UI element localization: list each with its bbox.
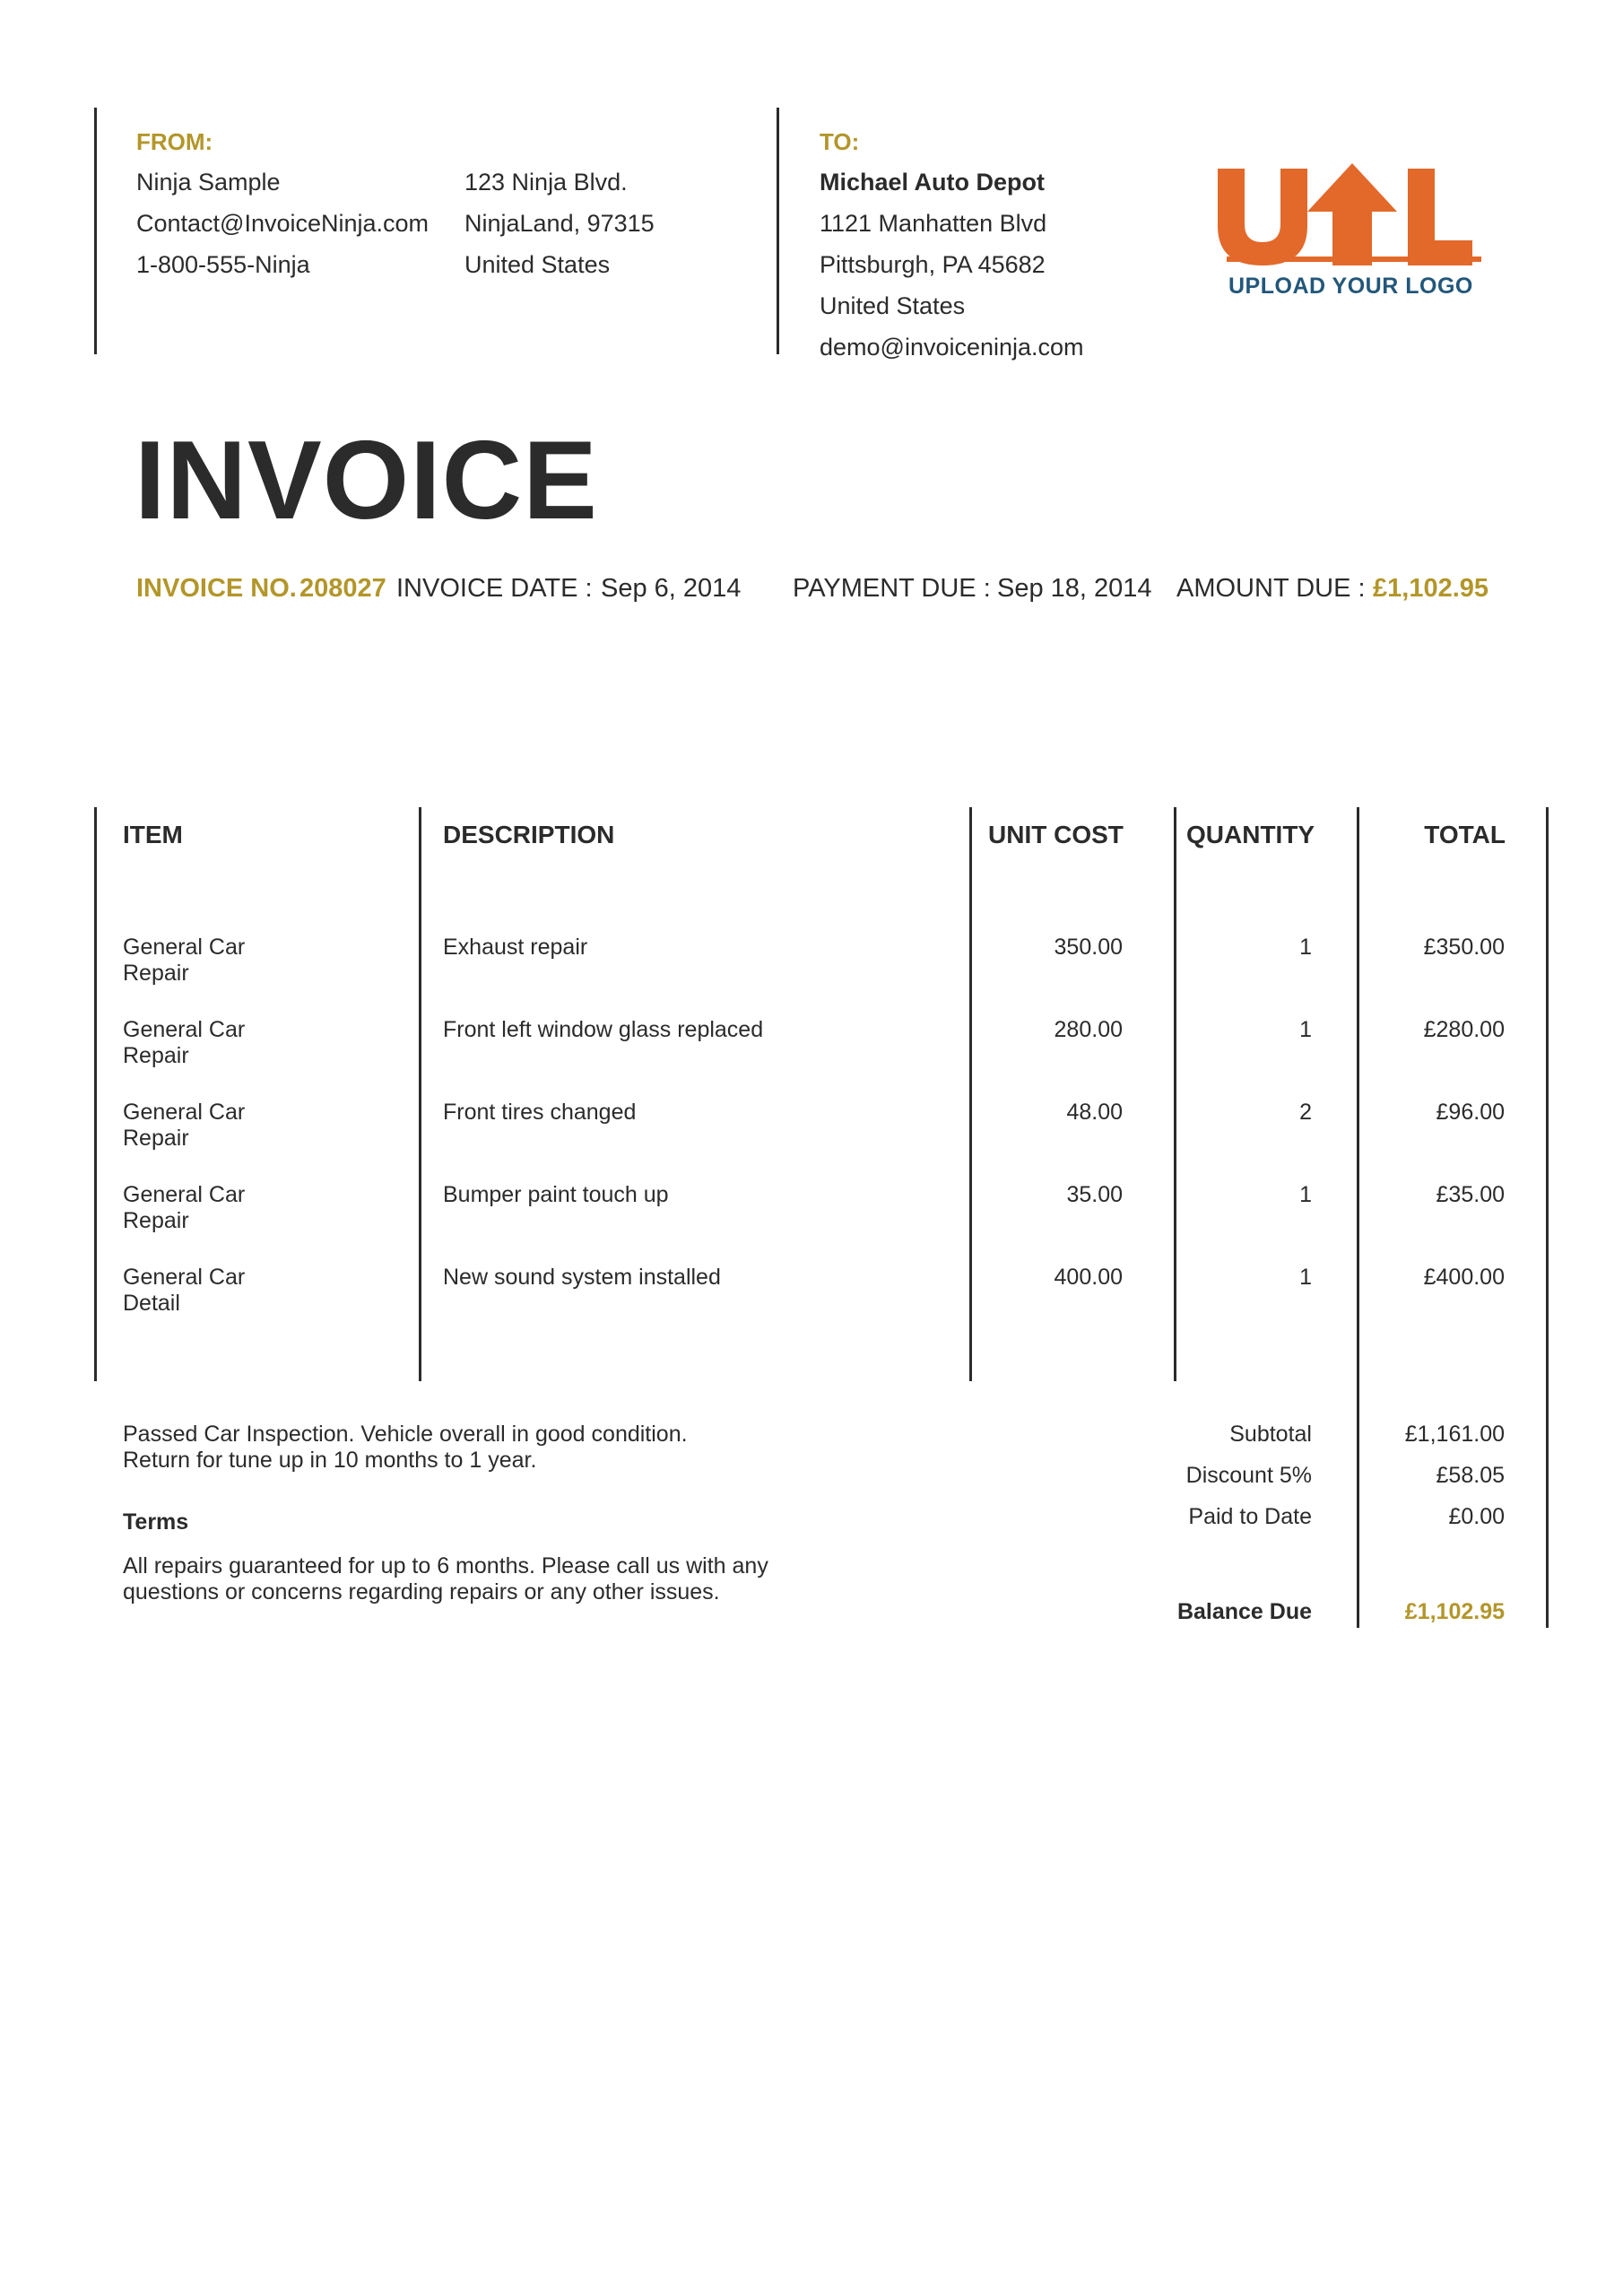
subtotal-value: £1,161.00 <box>1404 1422 1505 1447</box>
row-quantity: 1 <box>1299 935 1312 960</box>
row-description: Front tires changed <box>443 1100 637 1125</box>
row-item: General Car Repair <box>123 1100 246 1151</box>
row-unit-cost: 35.00 <box>1066 1182 1123 1207</box>
row-item: General Car Repair <box>123 1017 246 1068</box>
row-quantity: 1 <box>1299 1017 1312 1042</box>
invoice-notes: Passed Car Inspection. Vehicle overall in good condition. Return for tune up in 10 months to 1 year. <box>123 1422 688 1473</box>
table-divider <box>1174 807 1176 1381</box>
col-header-description: DESCRIPTION <box>443 821 615 848</box>
row-description: Exhaust repair <box>443 935 588 960</box>
col-header-item: ITEM <box>123 821 183 848</box>
amount-due: £1,102.95 <box>1373 574 1489 603</box>
page-title: INVOICE <box>135 419 598 543</box>
invoice-date-label: INVOICE DATE : <box>396 574 593 603</box>
row-item: General Car Detail <box>123 1265 246 1316</box>
row-quantity: 2 <box>1299 1100 1312 1125</box>
row-quantity: 1 <box>1299 1265 1312 1290</box>
to-label: TO: <box>820 128 860 155</box>
from-address1: 123 Ninja Blvd. <box>464 169 628 196</box>
from-email: Contact@InvoiceNinja.com <box>136 210 430 237</box>
row-item: General Car Repair <box>123 935 246 986</box>
row-total: £280.00 <box>1423 1017 1505 1042</box>
row-unit-cost: 350.00 <box>1054 935 1123 960</box>
paid-to-date-label: Paid to Date <box>1188 1504 1312 1529</box>
from-country: United States <box>464 251 611 278</box>
row-unit-cost: 400.00 <box>1054 1265 1123 1290</box>
from-divider <box>94 108 97 354</box>
table-divider <box>1546 807 1549 1628</box>
invoice-date: Sep 6, 2014 <box>601 574 742 603</box>
row-total: £400.00 <box>1423 1265 1505 1290</box>
row-description: Bumper paint touch up <box>443 1182 669 1207</box>
table-divider <box>1357 807 1359 1628</box>
invoice-no: 208027 <box>299 574 386 603</box>
col-header-unit-cost: UNIT COST <box>988 821 1124 848</box>
company-logo[interactable] <box>1193 152 1488 323</box>
to-address1: 1121 Manhatten Blvd <box>820 210 1047 237</box>
row-unit-cost: 48.00 <box>1066 1100 1123 1125</box>
terms-heading: Terms <box>123 1509 189 1535</box>
from-block-left <box>136 161 429 285</box>
table-divider <box>94 807 97 1381</box>
to-address2: Pittsburgh, PA 45682 <box>820 251 1046 278</box>
from-block-right <box>464 161 655 285</box>
balance-due-value: £1,102.95 <box>1404 1599 1505 1624</box>
from-address2: NinjaLand, 97315 <box>464 210 655 237</box>
discount-label: Discount 5% <box>1185 1463 1312 1488</box>
row-quantity: 1 <box>1299 1182 1312 1207</box>
row-unit-cost: 280.00 <box>1054 1017 1123 1042</box>
col-header-total: TOTAL <box>1424 821 1506 848</box>
to-email: demo@invoiceninja.com <box>820 334 1084 361</box>
from-phone: 1-800-555-Ninja <box>136 251 310 278</box>
table-divider <box>969 807 972 1381</box>
logo-underline <box>1227 257 1481 262</box>
row-total: £35.00 <box>1436 1182 1505 1207</box>
to-block <box>820 161 1084 368</box>
row-item: General Car Repair <box>123 1182 246 1233</box>
from-name: Ninja Sample <box>136 169 281 196</box>
row-description: Front left window glass replaced <box>443 1017 764 1042</box>
col-header-quantity: QUANTITY <box>1186 821 1315 848</box>
payment-due-label: PAYMENT DUE : <box>793 574 991 603</box>
row-total: £96.00 <box>1436 1100 1505 1125</box>
logo-caption: UPLOAD YOUR LOGO <box>1228 274 1473 299</box>
upload-logo-icon <box>1211 160 1480 267</box>
balance-due-label: Balance Due <box>1176 1599 1312 1624</box>
subtotal-label: Subtotal <box>1229 1422 1312 1447</box>
to-name: Michael Auto Depot <box>820 169 1046 196</box>
row-description: New sound system installed <box>443 1265 721 1290</box>
discount-value: £58.05 <box>1436 1463 1505 1488</box>
to-country: United States <box>820 292 966 319</box>
from-label: FROM: <box>136 128 213 155</box>
paid-to-date-value: £0.00 <box>1448 1504 1505 1529</box>
terms-text: All repairs guaranteed for up to 6 months. Please call us with any questions or concerns regarding repairs or any other issues. <box>123 1553 768 1605</box>
invoice-no-label: INVOICE NO. <box>136 574 297 603</box>
amount-due-label: AMOUNT DUE : <box>1176 574 1366 603</box>
to-divider <box>777 108 779 354</box>
row-total: £350.00 <box>1423 935 1505 960</box>
table-divider <box>419 807 421 1381</box>
payment-due: Sep 18, 2014 <box>997 574 1152 603</box>
